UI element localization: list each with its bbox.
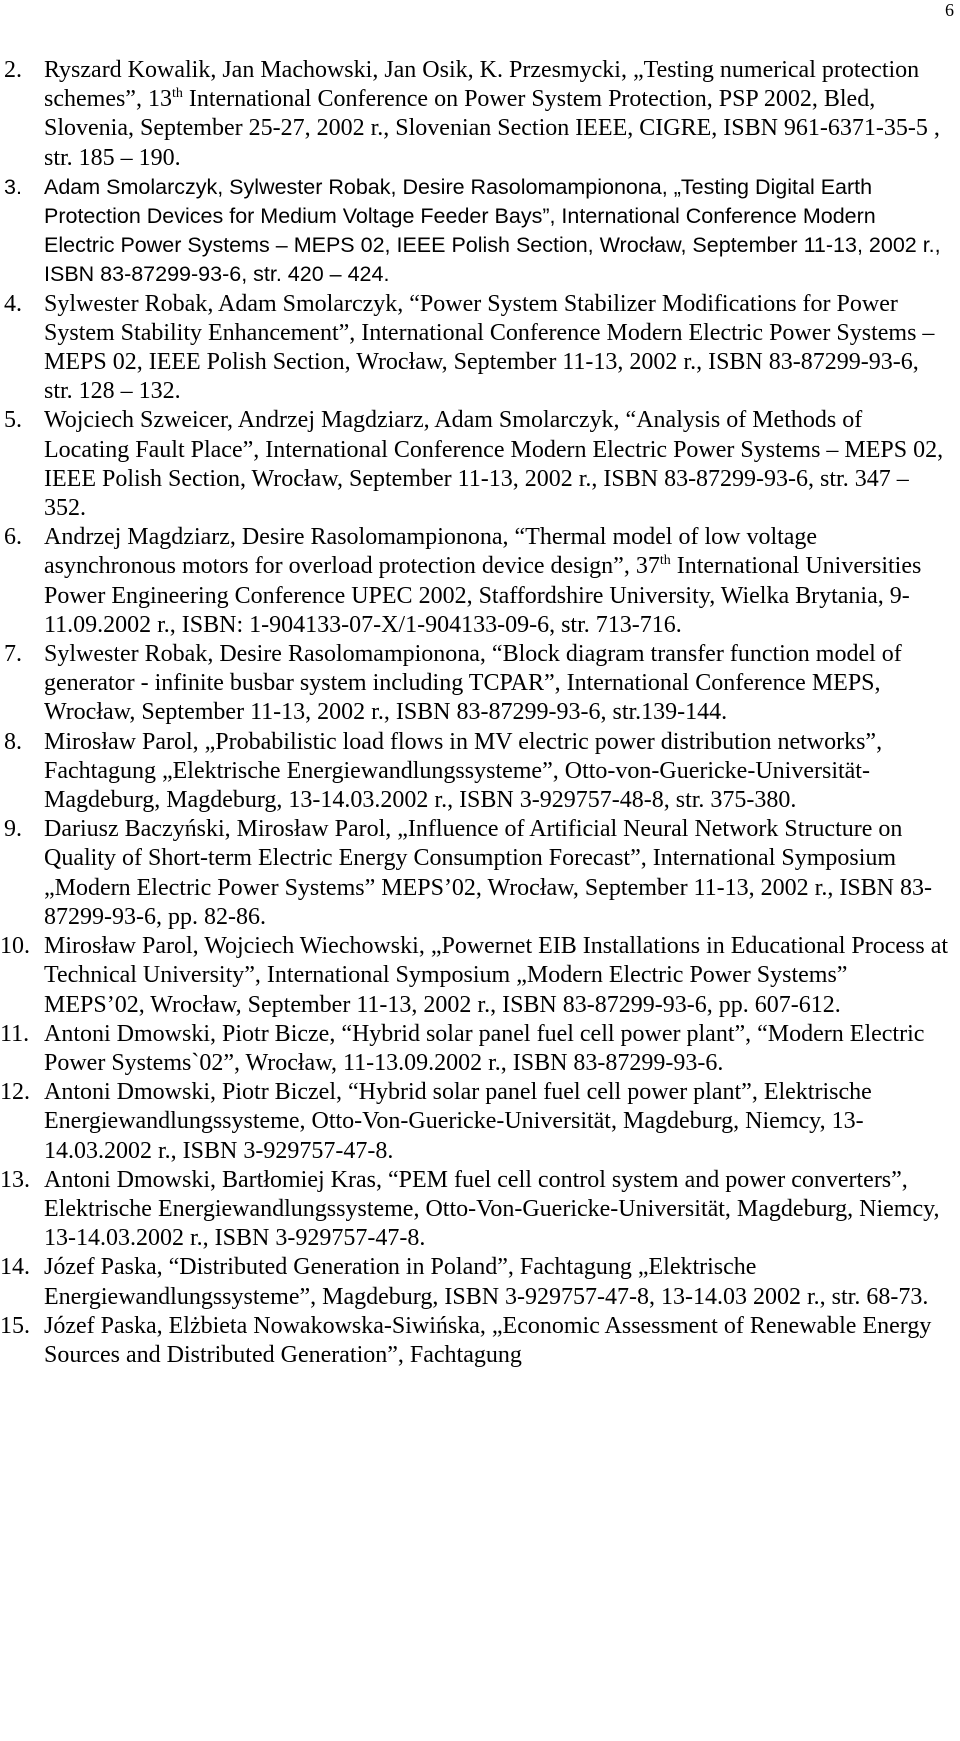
- reference-text: [44, 729, 882, 813]
- reference-text-segment: Dariusz Baczyński, Mirosław Parol, „Influence of Artificial Neural Network Structure on Quality of Short-term Electric Energy Consumption Forecast”, International Symposium „Modern Electric Power Systems” MEPS’02, Wrocław, September 11-13, 2002 r., ISBN 83-87299-93-6, pp. 82-86.: [44, 816, 932, 930]
- reference-text: [44, 641, 902, 725]
- reference-item: [0, 640, 960, 728]
- reference-item: [0, 932, 960, 1020]
- reference-number: 5.: [4, 407, 22, 434]
- reference-text: [44, 1254, 928, 1309]
- reference-text: [44, 1021, 924, 1076]
- reference-item: [0, 728, 960, 816]
- reference-text-segment: Mirosław Parol, „Probabilistic load flows in MV electric power distribution networks”, Fachtagung „Elektrische Energiewandlungssysteme”, Otto-von-Guericke-Universität-Magdeburg, Magdeburg, 13-14.03.2002 r., ISBN 3-929757-48-8, str. 375-380.: [44, 728, 883, 814]
- reference-number: 9.: [4, 816, 22, 843]
- reference-number: 7.: [4, 641, 22, 668]
- reference-text: [44, 933, 948, 1017]
- reference-text-segment: Antoni Dmowski, Piotr Bicze, “Hybrid solar panel fuel cell power plant”, “Modern Electric Power Systems`02”, Wrocław, 11-13.09.2002 r., ISBN 83-87299-93-6.: [44, 1020, 925, 1076]
- reference-text: [44, 291, 934, 405]
- reference-number: 10.: [0, 933, 30, 960]
- reference-number: 4.: [4, 290, 22, 317]
- reference-text-segment: Mirosław Parol, Wojciech Wiechowski, „Powernet EIB Installations in Educational Process at Technical University”, International Symposium „Modern Electric Power Systems” MEPS’02, Wrocław, September 11-13, 2002 r., ISBN 83-87299-93-6, pp. 607-612.: [44, 933, 949, 1018]
- reference-number: 11.: [0, 1020, 30, 1047]
- reference-item: [0, 1253, 960, 1311]
- reference-number: 14.: [0, 1254, 30, 1281]
- reference-text: [44, 57, 940, 171]
- reference-item: [0, 290, 960, 407]
- reference-text-segment: Antoni Dmowski, Bartłomiej Kras, “PEM fuel cell control system and power converters”, Elektrische Energiewandlungssysteme, Otto-Von-Guericke-Universität, Magdeburg, Niemcy, 13-14.03.2002 r., ISBN 3-929757-47-8.: [44, 1166, 940, 1252]
- reference-text-segment: International Universities Power Engineering Conference UPEC 2002, Staffordshire University, Wielka Brytania, 9-11.09.2002 r., ISBN: 1-904133-07-X/1-904133-09-6, str. 713-716.: [44, 553, 922, 638]
- reference-text-segment: Józef Paska, Elżbieta Nowakowska-Siwińska, „Economic Assessment of Renewable Energy Sources and Distributed Generation”, Fachtagung: [44, 1312, 932, 1368]
- reference-number: 12.: [0, 1079, 30, 1106]
- reference-list: [0, 56, 960, 1370]
- reference-item: [0, 523, 960, 640]
- reference-text: [44, 816, 932, 930]
- reference-text: [44, 1167, 940, 1251]
- reference-text: [44, 1079, 872, 1163]
- reference-item: [0, 56, 960, 173]
- reference-text: [44, 1313, 931, 1368]
- reference-text-segment: Sylwester Robak, Adam Smolarczyk, “Power System Stabilizer Modifications for Power System Stability Enhancement”, International Conference Modern Electric Power Systems – MEPS 02, IEEE Polish Section, Wrocław, September 11-13, 2002 r., ISBN 83-87299-93-6, str. 128 – 132.: [44, 290, 935, 405]
- superscript: th: [171, 86, 183, 102]
- reference-text-segment: Józef Paska, “Distributed Generation in Poland”, Fachtagung „Elektrische Energiewandlungssysteme”, Magdeburg, ISBN 3-929757-47-8, 13-14.03 2002 r., str. 68-73.: [44, 1254, 929, 1310]
- superscript: th: [659, 553, 671, 569]
- reference-item: [0, 1078, 960, 1166]
- reference-item: [0, 173, 960, 290]
- reference-text-segment: Wojciech Szweicer, Andrzej Magdziarz, Adam Smolarczyk, “Analysis of Methods of Locating Fault Place”, International Conference Modern Electric Power Systems – MEPS 02, IEEE Polish Section, Wrocław, September 11-13, 2002 r., ISBN 83-87299-93-6, str. 347 – 352.: [44, 407, 944, 522]
- reference-number: 6.: [4, 524, 22, 551]
- reference-text-segment: International Conference on Power System Protection, PSP 2002, Bled, Slovenia, September 25-27, 2002 r., Slovenian Section IEEE, CIGRE, ISBN 961-6371-35-5 , str. 185 – 190.: [44, 86, 940, 171]
- reference-item: [0, 815, 960, 932]
- reference-item: [0, 1166, 960, 1254]
- reference-item: [0, 406, 960, 523]
- reference-number: 2.: [4, 57, 22, 83]
- reference-text: [44, 524, 921, 638]
- reference-text: [44, 175, 941, 287]
- reference-text-segment: Antoni Dmowski, Piotr Biczel, “Hybrid solar panel fuel cell power plant”, Elektrische Energiewandlungssysteme, Otto-Von-Guericke-Universität, Magdeburg, Niemcy, 13-14.03.2002 r., ISBN 3-929757-47-8.: [44, 1079, 872, 1164]
- reference-text-segment: Ryszard Kowalik, Jan Machowski, Jan Osik, K. Przesmycki, „Testing numerical protection schemes”, 13: [44, 57, 920, 113]
- reference-number: 3.: [4, 174, 22, 199]
- reference-text-segment: Andrzej Magdziarz, Desire Rasolomampionona, “Thermal model of low voltage asynchronous motors for overload protection device design”, 37: [44, 524, 818, 580]
- reference-number: 15.: [0, 1312, 30, 1339]
- reference-text-segment: Adam Smolarczyk, Sylwester Robak, Desire Rasolomampionona, „Testing Digital Earth Protection Devices for Medium Voltage Feeder Bays”, International Conference Modern Electric Power Systems – MEPS 02, IEEE Polish Section, Wrocław, September 11-13, 2002 r., ISBN 83-87299-93-6, str. 420 – 424.: [44, 174, 941, 287]
- reference-item: [0, 1312, 960, 1370]
- reference-number: 13.: [0, 1166, 30, 1193]
- reference-text: [44, 407, 943, 521]
- page-number: 6: [945, 0, 954, 20]
- reference-text-segment: Sylwester Robak, Desire Rasolomampionona, “Block diagram transfer function model of generator - infinite busbar system including TCPAR”, International Conference MEPS, Wrocław, September 11-13, 2002 r., ISBN 83-87299-93-6, str.139-144.: [44, 641, 902, 726]
- reference-number: 8.: [4, 728, 22, 755]
- reference-item: [0, 1020, 960, 1078]
